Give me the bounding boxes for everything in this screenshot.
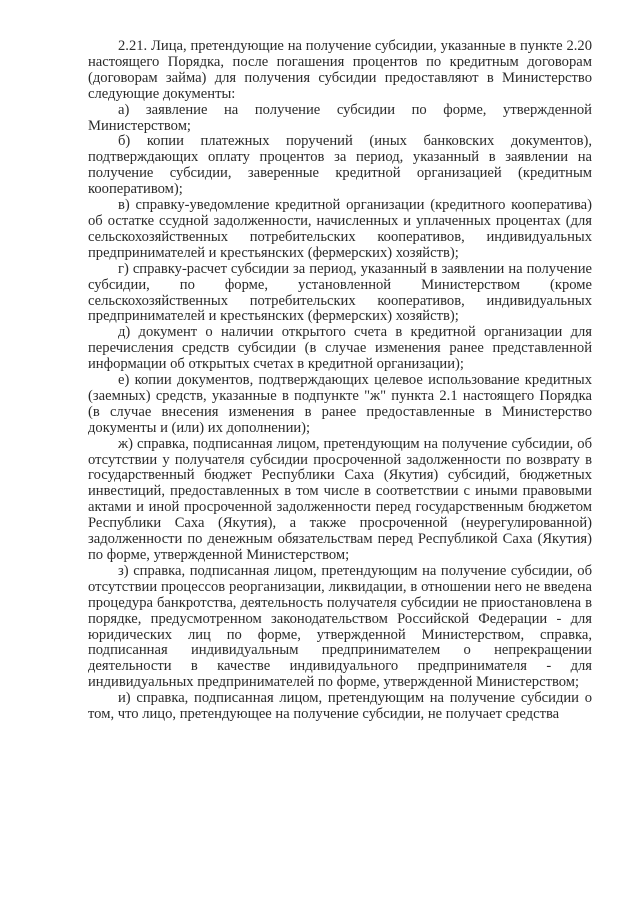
list-item-a: а) заявление на получение субсидии по форме, утвержденной Министерством;	[88, 101, 592, 134]
list-item-zh: ж) справка, подписанная лицом, претендующим на получение субсидии, об отсутствии у получателя субсидии просроченной задолженности по возврату в государственный бюджет Республики Саха (Якутия) субсидий, бюджетных инвестиций, предоставленных в том числе в соответствии с иными правовыми актами и иной просроченной задолженности перед государственным бюджетом Республики Саха (Якутия), а также просроченной (неурегулированной) задолженности по денежным обязательствам перед Республикой Саха (Якутия) по форме, утвержденной Министерством;	[88, 435, 592, 563]
list-item-b: б) копии платежных поручений (иных банковских документов), подтверждающих оплату процентов за период, указанный в заявлении на получение субсидии, заверенные кредитной организацией (кредитным кооперативом);	[88, 133, 592, 198]
list-item-d: д) документ о наличии открытого счета в кредитной организации для перечисления средств субсидии (в случае изменения ранее представленной информации об открытых счетах в кредитной организации);	[88, 324, 592, 373]
list-item-v: в) справку-уведомление кредитной организации (кредитного кооператива) об остатке ссудной задолженности, начисленных и уплаченных процентах (для сельскохозяйственных потребительских кооперативов, индивидуальных предпринимателей и крестьянских (фермерских) хозяйств);	[88, 197, 592, 261]
list-item-i: и) справка, подписанная лицом, претендующим на получение субсидии о том, что лицо, претендующее на получение субсидии, не получает средства	[88, 690, 592, 723]
paragraph-2-21-intro: 2.21. Лица, претендующие на получение субсидии, указанные в пункте 2.20 настоящего Порядка, после погашения процентов по кредитным договорам (договорам займа) для получения субсидии предоставляют в Министерство следующие документы:	[88, 38, 592, 102]
list-item-g: г) справку-расчет субсидии за период, указанный в заявлении на получение субсидии, по форме, установленной Министерством (кроме сельскохозяйственных потребительских кооперативов, индивидуальных предпринимателей и крестьянских (фермерских) хозяйств);	[88, 260, 592, 325]
list-item-z: з) справка, подписанная лицом, претендующим на получение субсидии, об отсутствии процессов реорганизации, ликвидации, в отношении него не введена процедура банкротства, деятельность получателя субсидии не приостановлена в порядке, предусмотренном законодательством Российской Федерации - для юридических лиц по форме, утвержденной Министерством, справка, подписанная индивидуальным предпринимателем о непрекращении деятельности в качестве индивидуального предпринимателя - для индивидуальных предпринимателей по форме, утвержденной Министерством;	[88, 562, 592, 691]
document-body	[88, 39, 592, 723]
list-item-e: е) копии документов, подтверждающих целевое использование кредитных (заемных) средств, указанные в подпункте "ж" пункта 2.1 настоящего Порядка (в случае внесения изменения в ранее предоставленные в Министерство документы и (или) их дополнении);	[88, 372, 592, 436]
